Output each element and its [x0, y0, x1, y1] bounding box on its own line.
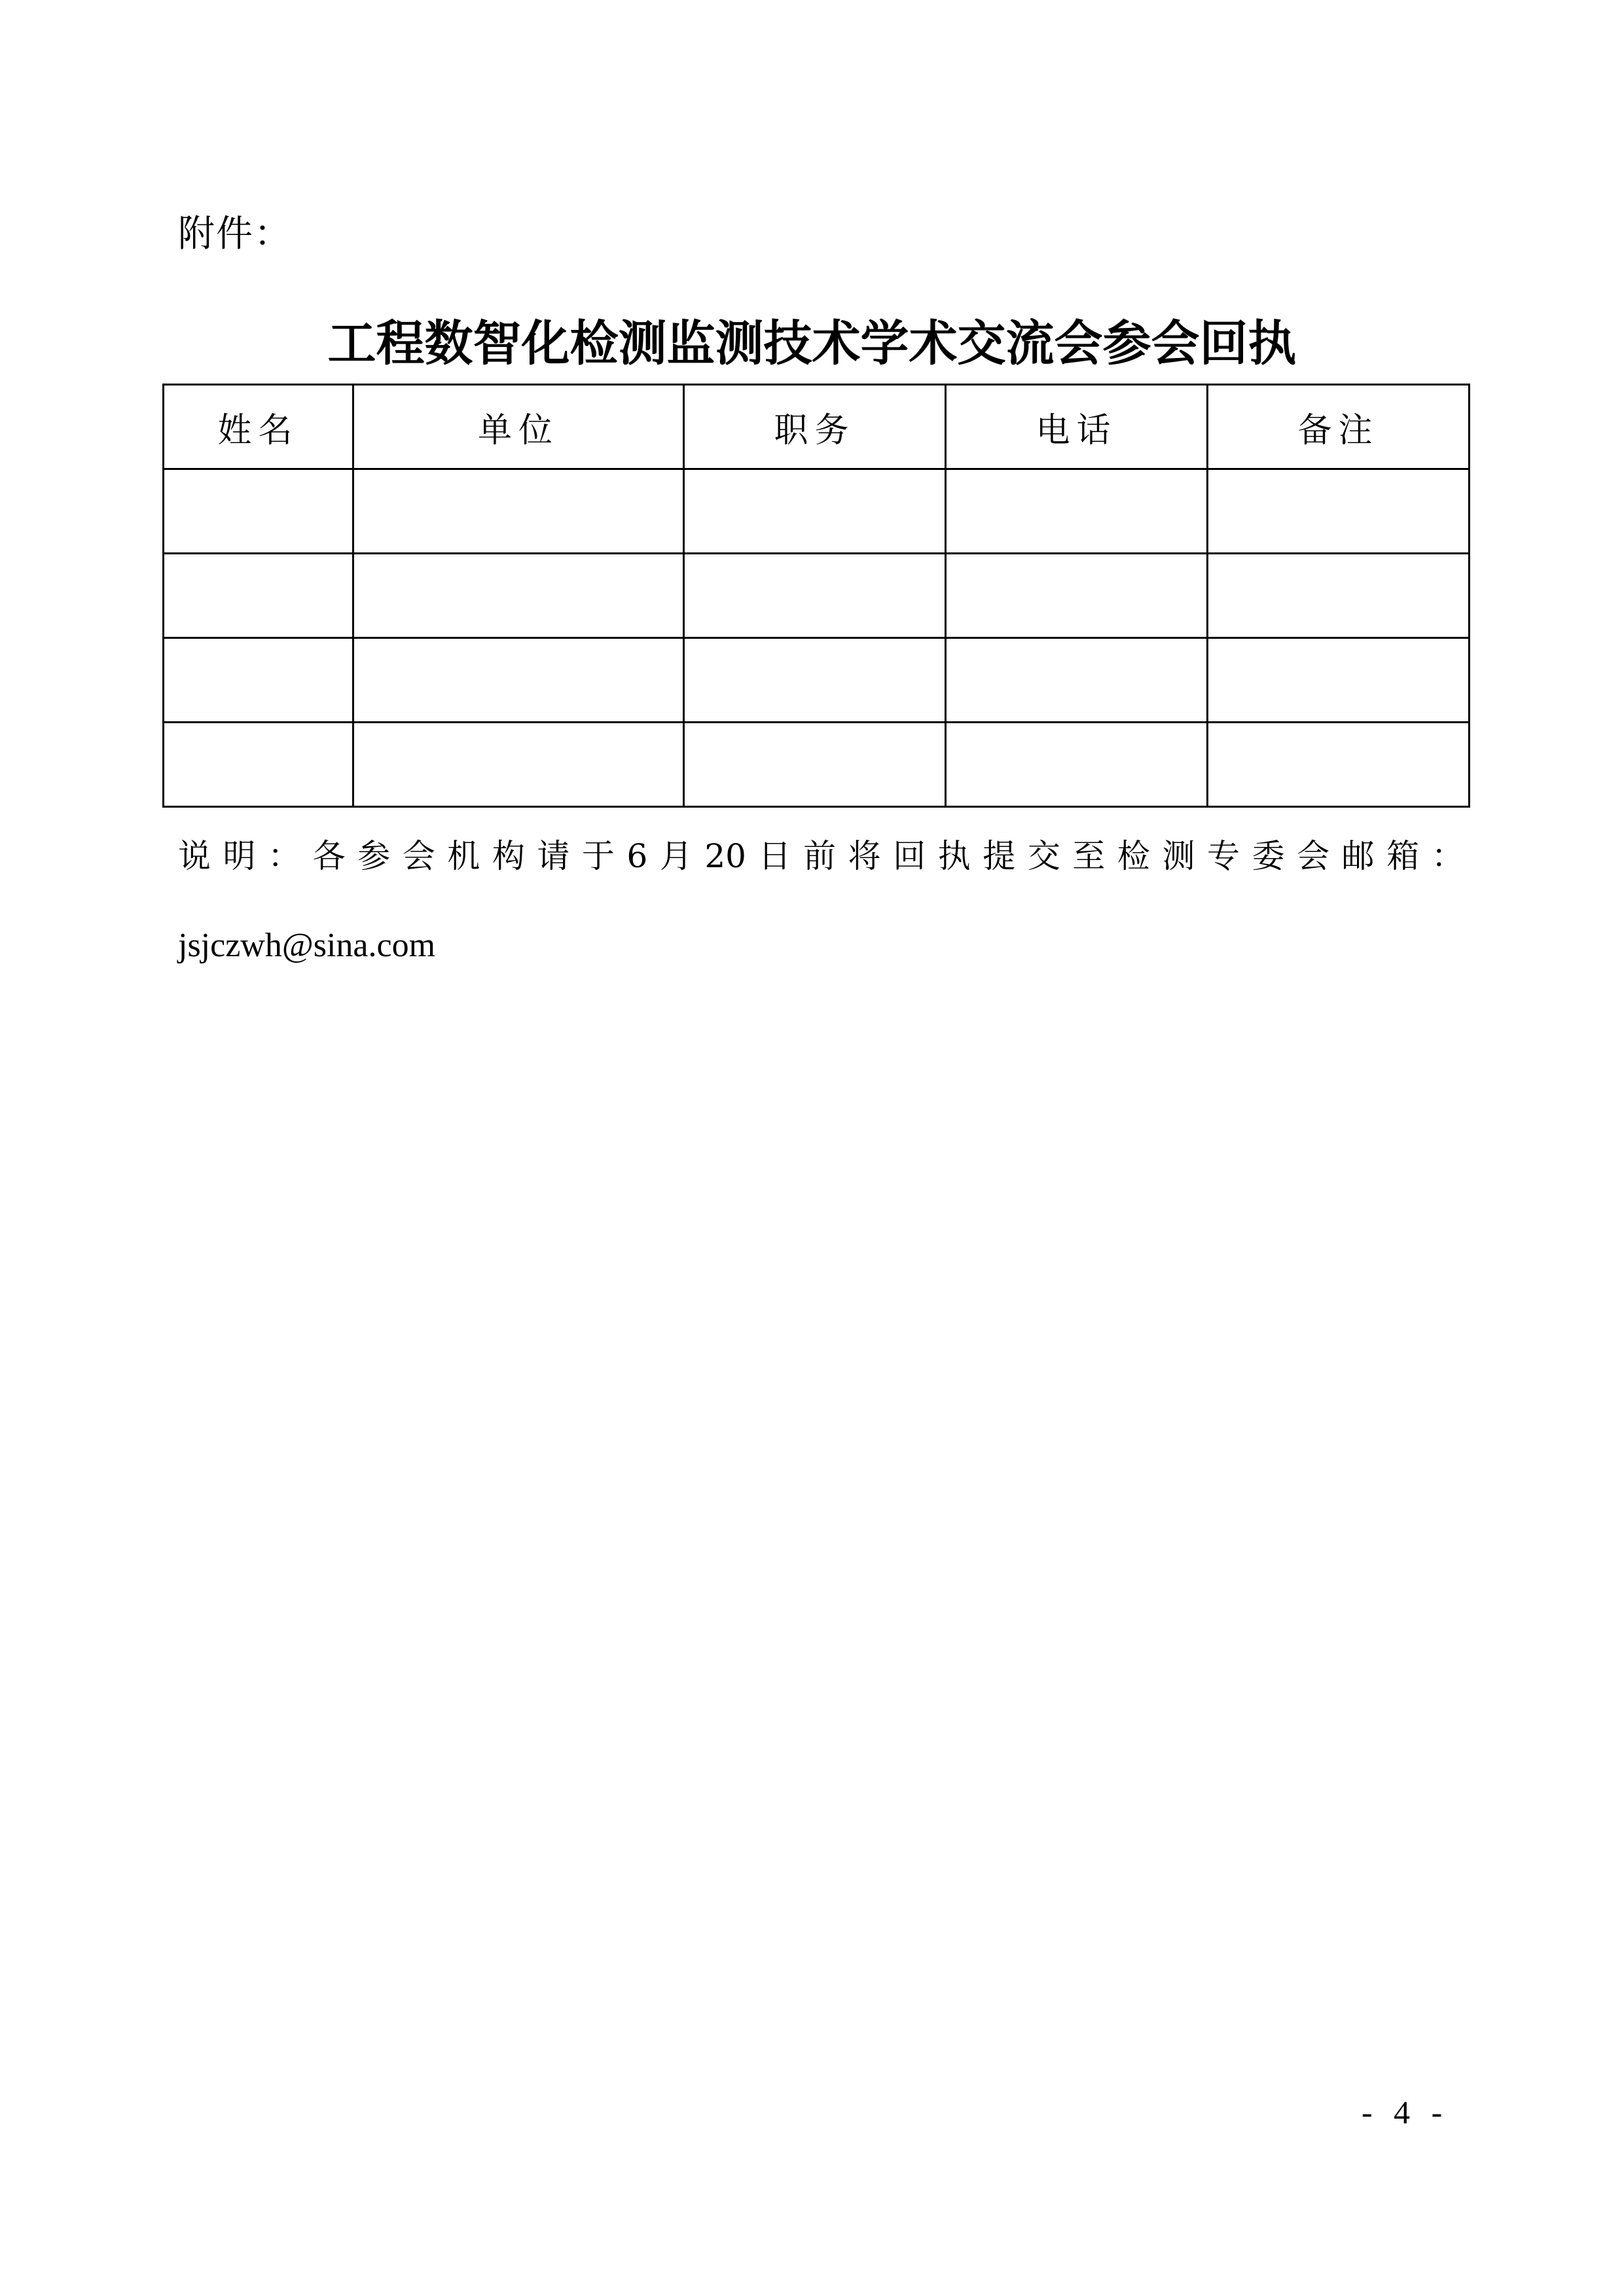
table-cell[interactable]	[1208, 469, 1470, 554]
note-text: 说 明 ： 各 参 会 机 构 请 于 6 月 20 日 前 将 回 执 提 交 至 检 测 专 委 会 邮 箱 ：	[178, 837, 1464, 875]
table-row	[164, 554, 1470, 638]
table-cell[interactable]	[164, 554, 353, 638]
page-number: - 4 -	[1362, 2094, 1449, 2130]
table-cell[interactable]	[946, 554, 1208, 638]
contact-email[interactable]: jsjczwh@sina.com	[178, 927, 436, 964]
header-name: 姓名	[164, 385, 353, 469]
table-header-row	[164, 385, 1470, 469]
header-position: 职务	[684, 385, 946, 469]
table-cell[interactable]	[353, 723, 684, 807]
table-cell[interactable]	[164, 469, 353, 554]
table-cell[interactable]	[684, 554, 946, 638]
header-remarks: 备注	[1208, 385, 1470, 469]
table-row	[164, 638, 1470, 723]
table-cell[interactable]	[353, 554, 684, 638]
table-cell[interactable]	[684, 469, 946, 554]
header-phone: 电话	[946, 385, 1208, 469]
table-cell[interactable]	[946, 469, 1208, 554]
document-title: 工程数智化检测监测技术学术交流会参会回执	[327, 315, 1297, 372]
table-cell[interactable]	[1208, 723, 1470, 807]
table-row	[164, 469, 1470, 554]
table-cell[interactable]	[946, 638, 1208, 723]
table-cell[interactable]	[684, 638, 946, 723]
table-row	[164, 723, 1470, 807]
table-cell[interactable]	[164, 723, 353, 807]
table-cell[interactable]	[684, 723, 946, 807]
table-cell[interactable]	[353, 469, 684, 554]
table-cell[interactable]	[353, 638, 684, 723]
header-unit: 单位	[353, 385, 684, 469]
table-cell[interactable]	[1208, 554, 1470, 638]
table-cell[interactable]	[946, 723, 1208, 807]
attachment-label: 附件：	[178, 213, 292, 255]
table-cell[interactable]	[164, 638, 353, 723]
table-cell[interactable]	[1208, 638, 1470, 723]
receipt-table	[162, 384, 1470, 808]
